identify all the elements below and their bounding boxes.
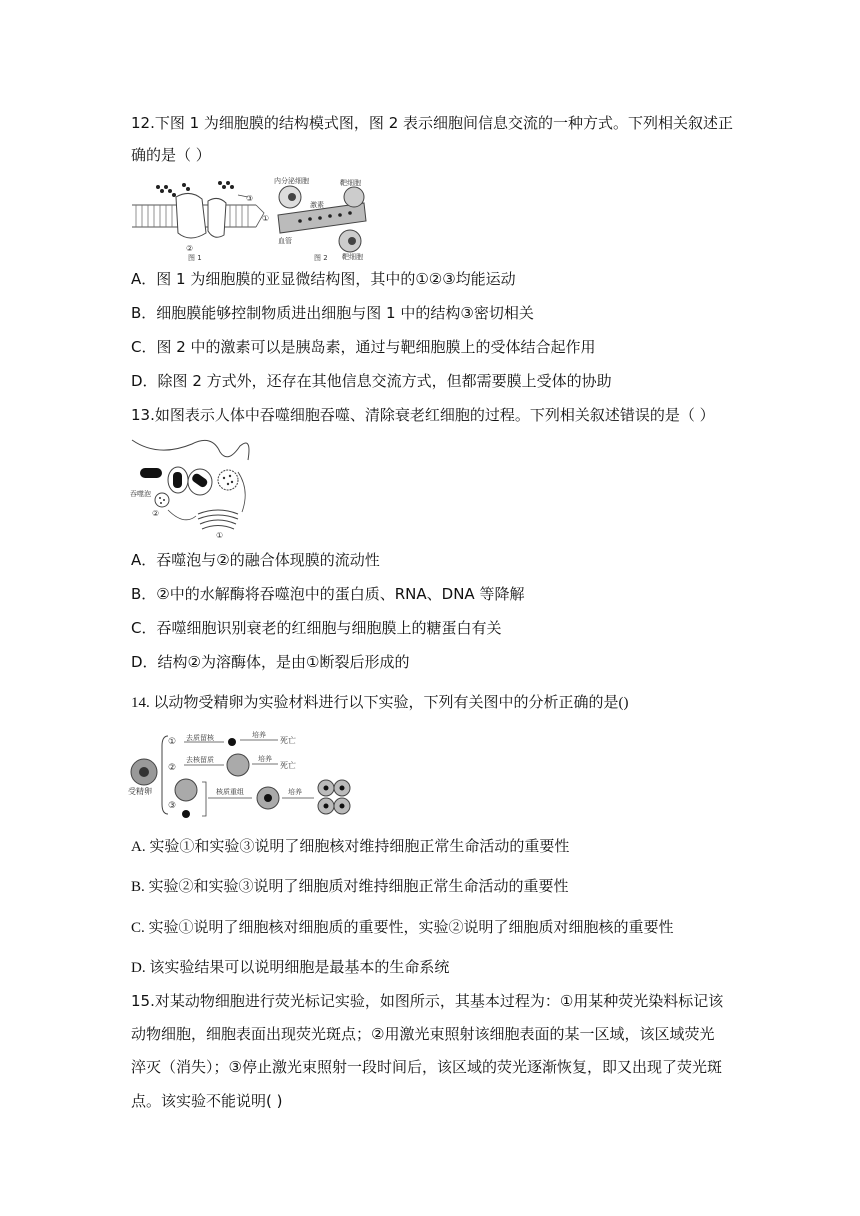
q15-line-4: 点。该实验不能说明( ) <box>131 1092 283 1110</box>
label-death-2: 死亡 <box>280 761 296 770</box>
label-phagosome: 吞噬泡 <box>130 490 151 498</box>
label-hormone: 激素 <box>310 201 324 209</box>
q12-option-d: D．除图 2 方式外，还存在其他信息交流方式，但都需要膜上受体的协助 <box>131 372 612 390</box>
label-culture-2: 培养 <box>258 755 272 763</box>
label-fertilized-egg: 受精卵 <box>128 787 152 796</box>
q13-stem: 13.如图表示人体中吞噬细胞吞噬、清除衰老红细胞的过程。下列相关叙述错误的是（ ） <box>131 406 715 424</box>
membrane-diagram <box>132 181 269 262</box>
label-death-1: 死亡 <box>280 736 296 745</box>
q14-figure <box>128 728 358 820</box>
label-remove-nucleus: 去核留质 <box>186 756 214 764</box>
q13-option-c: C．吞噬细胞识别衰老的红细胞与细胞膜上的糖蛋白有关 <box>131 619 502 637</box>
marker-1: ① <box>216 531 224 540</box>
label-target-cell-bottom: 靶细胞 <box>342 253 363 261</box>
q12-stem-line-1: 12.下图 1 为细胞膜的结构模式图，图 2 表示细胞间信息交流的一种方式。下列相关叙述正 <box>131 114 734 132</box>
q14-option-a: A. 实验①和实验③说明了细胞核对维持细胞正常生命活动的重要性 <box>131 839 570 855</box>
label-culture-3: 培养 <box>288 788 302 796</box>
q12-option-c: C．图 2 中的激素可以是胰岛素，通过与靶细胞膜上的受体结合起作用 <box>131 338 596 356</box>
fig1-marker-1: ① <box>262 214 270 223</box>
q13-figure <box>128 430 258 540</box>
q12-stem-line-2: 确的是（ ） <box>131 146 211 164</box>
q12-option-a: A．图 1 为细胞膜的亚显微结构图，其中的①②③均能运动 <box>131 270 516 288</box>
label-vessel: 血管 <box>278 237 292 245</box>
exp3-marker: ③ <box>168 801 177 811</box>
fig1-marker-2: ② <box>186 244 194 253</box>
q12-option-b: B．细胞膜能够控制物质进出细胞与图 1 中的结构③密切相关 <box>131 304 534 322</box>
label-recombine: 核质重组 <box>216 788 244 796</box>
fig1-marker-3: ③ <box>246 194 254 203</box>
q15-line-3: 淬灭（消失）；③停止激光束照射一段时间后，该区域的荧光逐渐恢复，即又出现了荧光斑 <box>131 1058 722 1076</box>
marker-2: ② <box>152 509 160 518</box>
q13-option-a: A．吞噬泡与②的融合体现膜的流动性 <box>131 551 380 569</box>
q14-option-b: B. 实验②和实验③说明了细胞质对维持细胞正常生命活动的重要性 <box>131 879 569 895</box>
q13-option-d: D．结构②为溶酶体，是由①断裂后形成的 <box>131 653 410 671</box>
fig2-caption: 图 2 <box>314 254 328 262</box>
label-culture-1: 培养 <box>252 731 266 739</box>
exp2-marker: ② <box>168 763 177 773</box>
q14-option-d: D. 该实验结果可以说明细胞是最基本的生命系统 <box>131 960 450 976</box>
q13-option-b: B．②中的水解酶将吞噬泡中的蛋白质、RNA、DNA 等降解 <box>131 585 525 603</box>
signaling-diagram <box>274 176 366 262</box>
label-target-cell-top: 靶细胞 <box>340 179 361 187</box>
q15-line-2: 动物细胞，细胞表面出现荧光斑点；②用激光束照射该细胞表面的某一区域，该区域荧光 <box>131 1025 715 1043</box>
fig1-caption: 图 1 <box>188 254 202 262</box>
q12-figure <box>128 175 378 265</box>
q15-line-1: 15.对某动物细胞进行荧光标记实验，如图所示，其基本过程为：①用某种荧光染料标记该 <box>131 992 724 1010</box>
q14-stem: 14. 以动物受精卵为实验材料进行以下实验，下列有关图中的分析正确的是() <box>131 695 629 711</box>
exp1-marker: ① <box>168 737 177 747</box>
label-endocrine-cell: 内分泌细胞 <box>274 177 309 185</box>
q14-option-c: C. 实验①说明了细胞核对细胞质的重要性，实验②说明了细胞质对细胞核的重要性 <box>131 920 674 936</box>
label-remove-cytoplasm: 去质留核 <box>186 734 214 742</box>
